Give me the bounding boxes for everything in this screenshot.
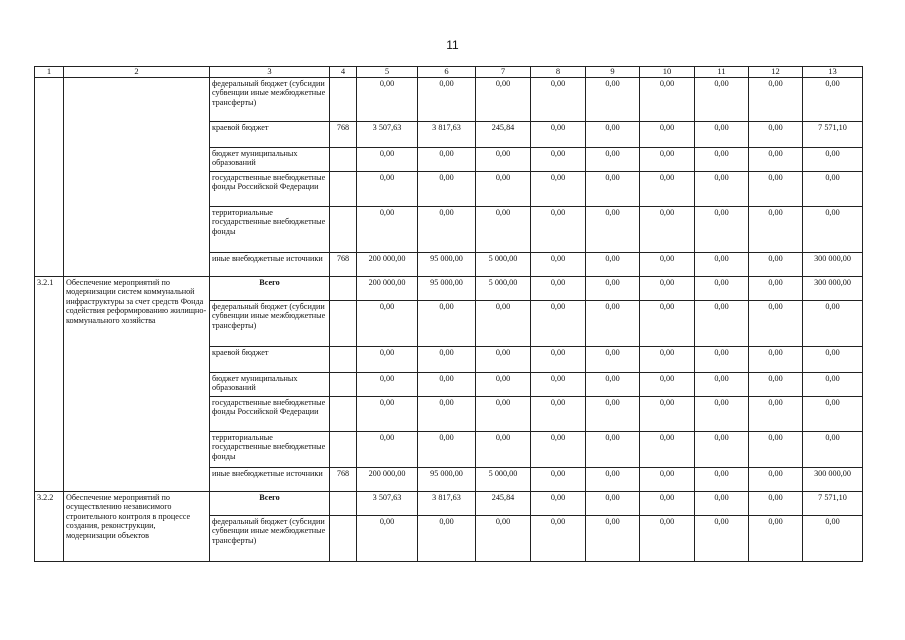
value-cell: 95 000,00 [418,253,476,277]
value-cell: 0,00 [749,468,803,492]
funding-source: иные внебюджетные источники [210,253,330,277]
value-cell: 0,00 [749,347,803,373]
budget-code [330,492,357,516]
funding-source: федеральный бюджет (субсидии субвенции иные межбюджетные трансферты) [210,301,330,347]
value-cell: 0,00 [531,301,586,347]
value-cell: 0,00 [586,122,640,148]
value-cell: 0,00 [531,207,586,253]
item-code: 3.2.1 [35,277,64,492]
budget-code [330,301,357,347]
value-cell: 0,00 [531,172,586,207]
value-cell: 0,00 [695,373,749,397]
value-cell: 95 000,00 [418,468,476,492]
value-cell: 0,00 [531,516,586,562]
value-cell: 300 000,00 [803,253,863,277]
funding-source: иные внебюджетные источники [210,468,330,492]
value-cell: 0,00 [695,301,749,347]
budget-code [330,347,357,373]
value-cell: 0,00 [418,397,476,432]
value-cell: 0,00 [749,122,803,148]
funding-source: краевой бюджет [210,122,330,148]
funding-source: территориальные государственные внебюджетные фонды [210,207,330,253]
funding-source: федеральный бюджет (субсидии субвенции иные межбюджетные трансферты) [210,516,330,562]
value-cell: 0,00 [695,516,749,562]
value-cell: 3 817,63 [418,492,476,516]
funding-source: бюджет муниципальных образований [210,373,330,397]
value-cell: 0,00 [803,516,863,562]
table-row [35,492,863,516]
item-code [35,78,64,277]
value-cell: 0,00 [640,432,695,468]
funding-source: федеральный бюджет (субсидии субвенции иные межбюджетные трансферты) [210,78,330,122]
value-cell: 0,00 [476,172,531,207]
value-cell: 0,00 [531,432,586,468]
value-cell: 0,00 [357,301,418,347]
budget-code: 768 [330,253,357,277]
value-cell: 0,00 [749,148,803,172]
value-cell: 0,00 [531,397,586,432]
header-cell: 4 [330,67,357,78]
value-cell: 200 000,00 [357,277,418,301]
value-cell: 0,00 [803,373,863,397]
value-cell: 0,00 [357,432,418,468]
item-name [64,78,210,277]
value-cell: 0,00 [695,122,749,148]
value-cell: 0,00 [695,253,749,277]
budget-code [330,78,357,122]
value-cell: 3 817,63 [418,122,476,148]
value-cell: 245,84 [476,492,531,516]
value-cell: 0,00 [803,148,863,172]
value-cell: 0,00 [640,148,695,172]
value-cell: 0,00 [418,148,476,172]
value-cell: 0,00 [531,468,586,492]
value-cell: 245,84 [476,122,531,148]
value-cell: 0,00 [531,78,586,122]
value-cell: 0,00 [640,397,695,432]
value-cell: 0,00 [640,277,695,301]
value-cell: 5 000,00 [476,253,531,277]
value-cell: 0,00 [586,148,640,172]
value-cell: 0,00 [531,347,586,373]
value-cell: 200 000,00 [357,468,418,492]
value-cell: 0,00 [418,347,476,373]
value-cell: 0,00 [695,78,749,122]
budget-code [330,397,357,432]
header-cell: 12 [749,67,803,78]
value-cell: 0,00 [418,516,476,562]
value-cell: 0,00 [749,432,803,468]
value-cell: 0,00 [803,432,863,468]
value-cell: 0,00 [749,516,803,562]
value-cell: 0,00 [586,253,640,277]
value-cell: 0,00 [695,492,749,516]
budget-code: 768 [330,122,357,148]
value-cell: 0,00 [640,516,695,562]
value-cell: 5 000,00 [476,277,531,301]
funding-source: территориальные государственные внебюджетные фонды [210,432,330,468]
funding-source: Всего [210,492,330,516]
value-cell: 0,00 [357,373,418,397]
value-cell: 0,00 [640,301,695,347]
table-row [35,78,863,122]
value-cell: 0,00 [640,253,695,277]
value-cell: 0,00 [357,516,418,562]
value-cell: 0,00 [749,373,803,397]
budget-code [330,516,357,562]
value-cell: 0,00 [476,432,531,468]
funding-source: государственные внебюджетные фонды Российской Федерации [210,397,330,432]
value-cell: 0,00 [586,397,640,432]
value-cell: 0,00 [695,148,749,172]
value-cell: 0,00 [586,492,640,516]
budget-code [330,373,357,397]
value-cell: 0,00 [476,78,531,122]
value-cell: 0,00 [749,277,803,301]
value-cell: 0,00 [586,373,640,397]
value-cell: 0,00 [695,432,749,468]
value-cell: 0,00 [476,207,531,253]
value-cell: 5 000,00 [476,468,531,492]
value-cell: 0,00 [476,373,531,397]
header-cell: 9 [586,67,640,78]
value-cell: 0,00 [803,301,863,347]
value-cell: 0,00 [586,277,640,301]
value-cell: 0,00 [531,122,586,148]
value-cell: 0,00 [357,172,418,207]
header-cell: 13 [803,67,863,78]
value-cell: 0,00 [749,397,803,432]
value-cell: 0,00 [586,468,640,492]
value-cell: 0,00 [357,347,418,373]
value-cell: 0,00 [586,516,640,562]
funding-source: Всего [210,277,330,301]
header-cell: 8 [531,67,586,78]
header-cell: 2 [64,67,210,78]
item-name: Обеспечение мероприятий по модернизации систем коммунальной инфраструктуры за счет средств Фонда содействия реформированию жилищно-коммунального хозяйства [64,277,210,492]
value-cell: 0,00 [357,148,418,172]
value-cell: 0,00 [418,207,476,253]
value-cell: 0,00 [531,148,586,172]
value-cell: 0,00 [476,301,531,347]
value-cell: 0,00 [749,207,803,253]
value-cell: 0,00 [695,172,749,207]
value-cell: 0,00 [586,78,640,122]
budget-code: 768 [330,468,357,492]
value-cell: 7 571,10 [803,492,863,516]
item-code: 3.2.2 [35,492,64,562]
value-cell: 0,00 [803,347,863,373]
value-cell: 0,00 [418,432,476,468]
value-cell: 0,00 [749,172,803,207]
value-cell: 0,00 [476,397,531,432]
funding-source: государственные внебюджетные фонды Российской Федерации [210,172,330,207]
header-cell: 3 [210,67,330,78]
value-cell: 300 000,00 [803,277,863,301]
value-cell: 0,00 [640,347,695,373]
header-cell: 6 [418,67,476,78]
funding-source: бюджет муниципальных образований [210,148,330,172]
value-cell: 0,00 [531,253,586,277]
budget-code [330,172,357,207]
value-cell: 0,00 [695,397,749,432]
value-cell: 0,00 [749,253,803,277]
value-cell: 0,00 [586,172,640,207]
value-cell: 0,00 [695,468,749,492]
value-cell: 0,00 [640,373,695,397]
value-cell: 0,00 [357,78,418,122]
header-cell: 7 [476,67,531,78]
value-cell: 0,00 [476,516,531,562]
value-cell: 0,00 [640,122,695,148]
value-cell: 0,00 [695,277,749,301]
value-cell: 0,00 [749,492,803,516]
value-cell: 0,00 [586,301,640,347]
value-cell: 0,00 [640,78,695,122]
table-row [35,277,863,301]
item-name: Обеспечение мероприятий по осуществлению независимого строительного контроля в процессе создания, реконструкции, модернизации объектов [64,492,210,562]
budget-code [330,207,357,253]
value-cell: 0,00 [640,172,695,207]
value-cell: 0,00 [357,207,418,253]
value-cell: 0,00 [586,432,640,468]
header-cell: 1 [35,67,64,78]
value-cell: 0,00 [476,347,531,373]
page-number: 11 [446,38,459,52]
value-cell: 0,00 [803,78,863,122]
value-cell: 300 000,00 [803,468,863,492]
header-cell: 10 [640,67,695,78]
value-cell: 0,00 [640,492,695,516]
value-cell: 0,00 [695,207,749,253]
budget-code [330,148,357,172]
value-cell: 0,00 [418,172,476,207]
value-cell: 95 000,00 [418,277,476,301]
header-row [35,67,863,78]
value-cell: 200 000,00 [357,253,418,277]
value-cell: 0,00 [418,78,476,122]
budget-code [330,277,357,301]
value-cell: 0,00 [418,301,476,347]
value-cell: 0,00 [357,397,418,432]
value-cell: 0,00 [695,347,749,373]
value-cell: 0,00 [531,373,586,397]
value-cell: 0,00 [586,207,640,253]
value-cell: 0,00 [640,207,695,253]
value-cell: 0,00 [586,347,640,373]
value-cell: 0,00 [803,172,863,207]
budget-table [34,66,863,562]
value-cell: 3 507,63 [357,492,418,516]
value-cell: 0,00 [803,207,863,253]
value-cell: 7 571,10 [803,122,863,148]
value-cell: 0,00 [749,78,803,122]
header-cell: 11 [695,67,749,78]
funding-source: краевой бюджет [210,347,330,373]
value-cell: 0,00 [531,277,586,301]
value-cell: 0,00 [803,397,863,432]
value-cell: 0,00 [476,148,531,172]
value-cell: 0,00 [418,373,476,397]
value-cell: 0,00 [640,468,695,492]
value-cell: 0,00 [531,492,586,516]
budget-code [330,432,357,468]
value-cell: 3 507,63 [357,122,418,148]
header-cell: 5 [357,67,418,78]
value-cell: 0,00 [749,301,803,347]
